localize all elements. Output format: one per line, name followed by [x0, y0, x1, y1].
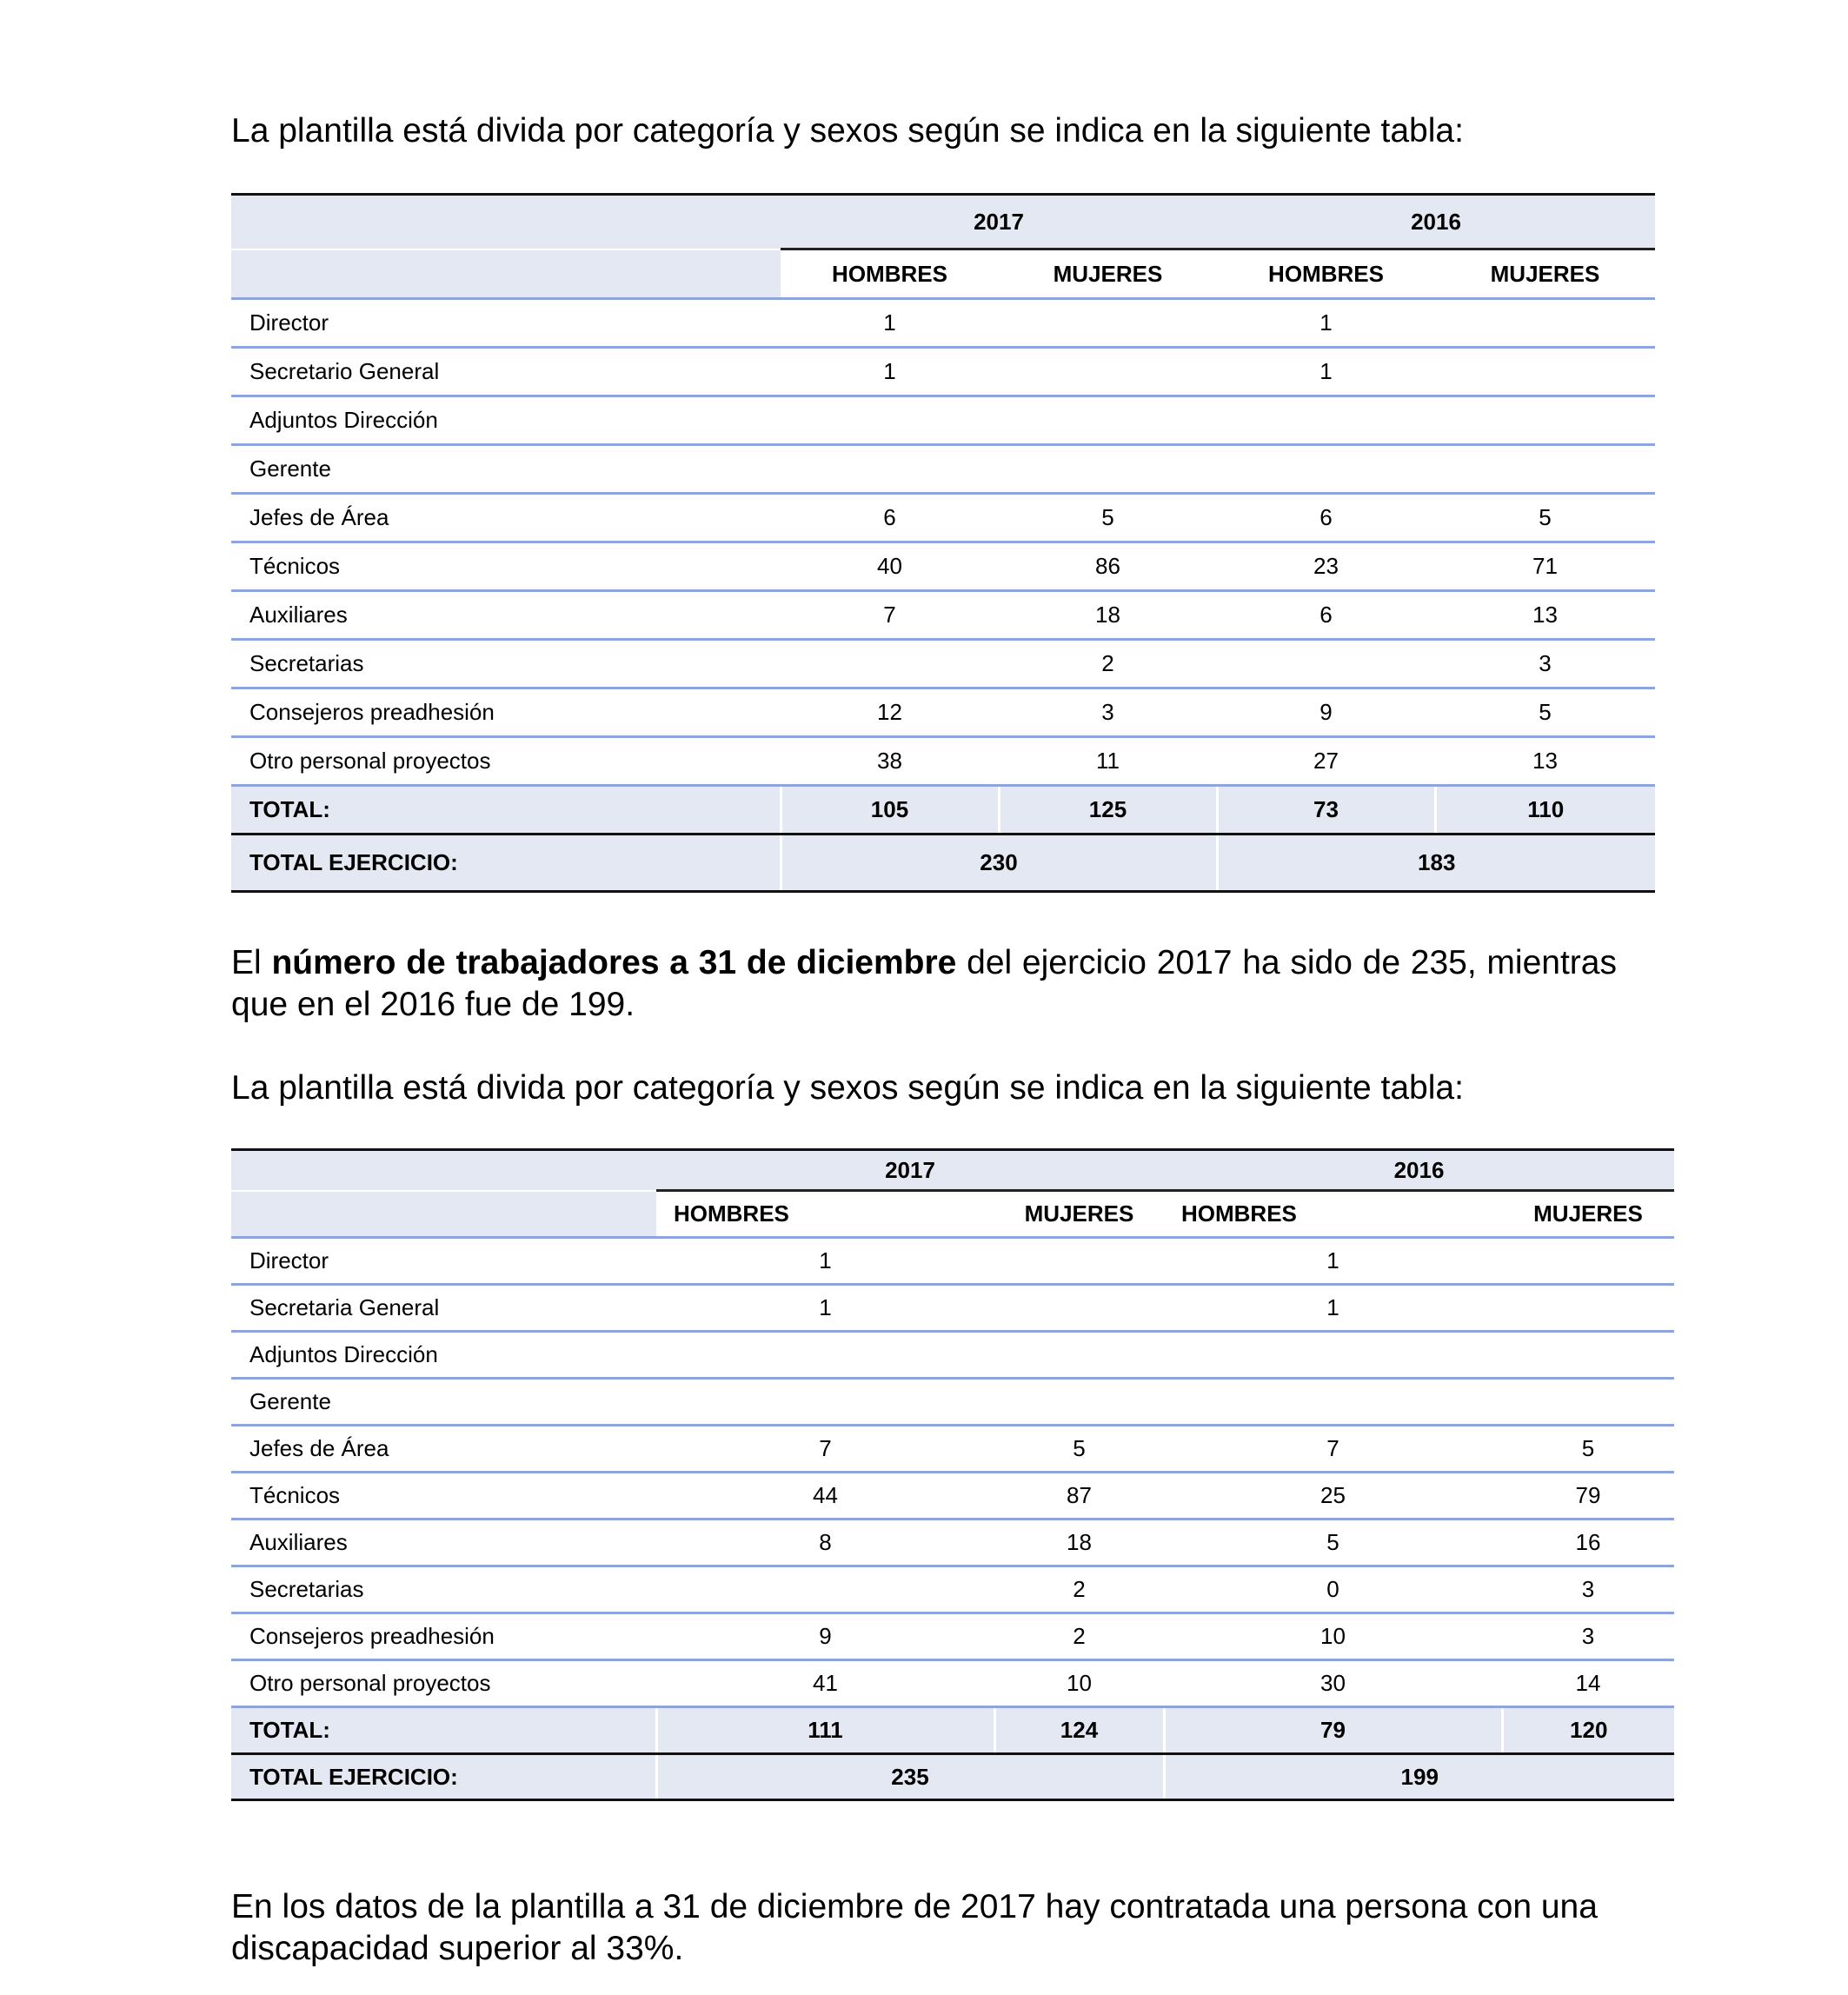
row-label: Jefes de Área — [231, 1426, 656, 1473]
row-value: 11 — [999, 737, 1217, 786]
sex-header: MUJERES — [994, 1191, 1164, 1238]
row-value: 40 — [781, 542, 999, 591]
row-value: 16 — [1502, 1520, 1674, 1566]
row-label: Secretarias — [231, 640, 781, 688]
row-value: 6 — [1217, 494, 1435, 542]
table-row — [231, 1660, 1674, 1707]
total-value: 73 — [1217, 786, 1435, 835]
row-value — [1217, 445, 1435, 494]
table-row — [231, 542, 1655, 591]
sex-header: MUJERES — [999, 249, 1217, 299]
table-row — [231, 1520, 1674, 1566]
row-value: 1 — [656, 1238, 994, 1285]
row-value: 1 — [656, 1285, 994, 1332]
row-value: 3 — [1435, 640, 1655, 688]
row-value — [1217, 640, 1435, 688]
total-ejercicio-value: 199 — [1164, 1754, 1674, 1800]
table-row — [231, 299, 1655, 348]
table-row — [231, 1285, 1674, 1332]
row-value: 7 — [1164, 1426, 1502, 1473]
row-value: 5 — [999, 494, 1217, 542]
row-label: Otro personal proyectos — [231, 737, 781, 786]
workers-text-bold: número de trabajadores a 31 de diciembre — [271, 944, 957, 981]
total-ejercicio-row — [231, 835, 1655, 892]
total-label: TOTAL: — [231, 786, 781, 835]
closing-paragraph: En los datos de la plantilla a 31 de diciembre de 2017 hay contratada una persona con una discapacidad superior al 33%. — [231, 1888, 1598, 1967]
sex-header: HOMBRES — [1217, 249, 1435, 299]
row-value — [999, 396, 1217, 445]
row-label: Otro personal proyectos — [231, 1660, 656, 1707]
total-row — [231, 786, 1655, 835]
header-empty-cell — [231, 1191, 656, 1238]
row-label: Adjuntos Dirección — [231, 396, 781, 445]
row-value: 3 — [1502, 1613, 1674, 1660]
row-value: 2 — [999, 640, 1217, 688]
row-label: Consejeros preadhesión — [231, 1613, 656, 1660]
year-header-2016: 2016 — [1164, 1150, 1674, 1191]
row-value — [656, 1332, 994, 1379]
total-label: TOTAL: — [231, 1707, 656, 1754]
row-value — [781, 396, 999, 445]
row-value: 3 — [999, 688, 1217, 737]
table-row — [231, 1238, 1674, 1285]
row-value — [1502, 1332, 1674, 1379]
table-row — [231, 640, 1655, 688]
row-value: 71 — [1435, 542, 1655, 591]
row-value: 7 — [781, 591, 999, 640]
row-value: 87 — [994, 1473, 1164, 1520]
row-value: 5 — [1435, 688, 1655, 737]
total-value: 105 — [781, 786, 999, 835]
total-value: 79 — [1164, 1707, 1502, 1754]
row-value: 10 — [1164, 1613, 1502, 1660]
row-label: Consejeros preadhesión — [231, 688, 781, 737]
row-value — [1435, 396, 1655, 445]
row-value — [781, 640, 999, 688]
staff-table-second — [231, 1148, 1674, 1801]
row-value: 8 — [656, 1520, 994, 1566]
row-value: 38 — [781, 737, 999, 786]
sex-header: MUJERES — [1435, 249, 1655, 299]
row-value: 30 — [1164, 1660, 1502, 1707]
row-label: Director — [231, 299, 781, 348]
total-value: 120 — [1502, 1707, 1674, 1754]
row-label: Auxiliares — [231, 1520, 656, 1566]
row-label: Secretario General — [231, 348, 781, 396]
intro-paragraph-2: La plantilla está divida por categoría y sexos según se indica en la siguiente tabla: — [231, 1069, 1464, 1107]
row-value — [1502, 1285, 1674, 1332]
row-value — [994, 1285, 1164, 1332]
row-value — [1435, 299, 1655, 348]
row-value: 6 — [781, 494, 999, 542]
row-value: 27 — [1217, 737, 1435, 786]
year-header-2017: 2017 — [656, 1150, 1164, 1191]
table-row — [231, 1379, 1674, 1426]
row-value: 41 — [656, 1660, 994, 1707]
total-value: 110 — [1435, 786, 1655, 835]
row-label: Técnicos — [231, 542, 781, 591]
row-label: Secretarias — [231, 1566, 656, 1613]
row-label: Jefes de Área — [231, 494, 781, 542]
workers-text-pre: El — [231, 944, 262, 981]
header-empty-cell — [231, 195, 781, 249]
table-row — [231, 1613, 1674, 1660]
row-value: 10 — [994, 1660, 1164, 1707]
row-value: 7 — [656, 1426, 994, 1473]
row-value: 18 — [999, 591, 1217, 640]
row-label: Adjuntos Dirección — [231, 1332, 656, 1379]
row-value — [656, 1566, 994, 1613]
row-label: Director — [231, 1238, 656, 1285]
row-value — [1435, 348, 1655, 396]
table-row — [231, 1566, 1674, 1613]
year-header-2016: 2016 — [1217, 195, 1655, 249]
row-value: 2 — [994, 1613, 1164, 1660]
row-value: 86 — [999, 542, 1217, 591]
row-value: 1 — [1217, 299, 1435, 348]
table-row — [231, 688, 1655, 737]
row-value — [999, 299, 1217, 348]
year-header-2017: 2017 — [781, 195, 1217, 249]
total-ejercicio-label: TOTAL EJERCICIO: — [231, 1754, 656, 1800]
total-value: 125 — [999, 786, 1217, 835]
total-ejercicio-value: 183 — [1217, 835, 1655, 892]
row-value: 25 — [1164, 1473, 1502, 1520]
sex-header: MUJERES — [1502, 1191, 1674, 1238]
intro-paragraph: La plantilla está divida por categoría y sexos según se indica en la siguiente tabla: — [231, 112, 1464, 150]
header-empty-cell — [231, 1150, 656, 1191]
row-value — [1217, 396, 1435, 445]
row-value — [781, 445, 999, 494]
total-ejercicio-value: 235 — [656, 1754, 1164, 1800]
row-value — [1164, 1379, 1502, 1426]
table-row — [231, 445, 1655, 494]
row-value: 79 — [1502, 1473, 1674, 1520]
row-value — [1502, 1238, 1674, 1285]
row-value: 5 — [1502, 1426, 1674, 1473]
row-value — [656, 1379, 994, 1426]
table-row — [231, 1332, 1674, 1379]
row-value: 23 — [1217, 542, 1435, 591]
staff-table-first — [231, 193, 1655, 893]
header-empty-cell — [231, 249, 781, 299]
row-value: 3 — [1502, 1566, 1674, 1613]
row-value: 1 — [1217, 348, 1435, 396]
row-value: 6 — [1217, 591, 1435, 640]
row-value — [1164, 1332, 1502, 1379]
row-value: 5 — [1435, 494, 1655, 542]
table-row — [231, 1473, 1674, 1520]
row-value — [994, 1332, 1164, 1379]
row-value: 13 — [1435, 591, 1655, 640]
row-value: 9 — [656, 1613, 994, 1660]
row-value: 9 — [1217, 688, 1435, 737]
row-value — [994, 1238, 1164, 1285]
row-value — [999, 348, 1217, 396]
total-ejercicio-row — [231, 1754, 1674, 1800]
total-row — [231, 1707, 1674, 1754]
row-value: 18 — [994, 1520, 1164, 1566]
row-value — [1435, 445, 1655, 494]
table-row — [231, 494, 1655, 542]
sex-header: HOMBRES — [1164, 1191, 1502, 1238]
sex-header: HOMBRES — [781, 249, 999, 299]
row-value: 14 — [1502, 1660, 1674, 1707]
row-value — [999, 445, 1217, 494]
row-value — [1502, 1379, 1674, 1426]
row-value: 2 — [994, 1566, 1164, 1613]
row-value: 1 — [1164, 1285, 1502, 1332]
total-value: 111 — [656, 1707, 994, 1754]
sex-header: HOMBRES — [656, 1191, 994, 1238]
row-value: 12 — [781, 688, 999, 737]
row-value: 5 — [994, 1426, 1164, 1473]
row-value: 44 — [656, 1473, 994, 1520]
table-row — [231, 737, 1655, 786]
row-value: 1 — [1164, 1238, 1502, 1285]
workers-text-post: del ejercicio 2017 ha sido de 235, mientras que en el 2016 fue de 199. — [231, 944, 1617, 1023]
table-row — [231, 591, 1655, 640]
row-label: Secretaria General — [231, 1285, 656, 1332]
row-value: 1 — [781, 348, 999, 396]
row-value: 13 — [1435, 737, 1655, 786]
total-value: 124 — [994, 1707, 1164, 1754]
row-label: Gerente — [231, 1379, 656, 1426]
row-label: Técnicos — [231, 1473, 656, 1520]
row-value: 1 — [781, 299, 999, 348]
total-ejercicio-value: 230 — [781, 835, 1217, 892]
row-value — [994, 1379, 1164, 1426]
table-row — [231, 396, 1655, 445]
row-value: 5 — [1164, 1520, 1502, 1566]
row-label: Auxiliares — [231, 591, 781, 640]
row-label: Gerente — [231, 445, 781, 494]
row-value: 0 — [1164, 1566, 1502, 1613]
workers-paragraph — [231, 942, 1617, 1026]
table-row — [231, 1426, 1674, 1473]
total-ejercicio-label: TOTAL EJERCICIO: — [231, 835, 781, 892]
table-row — [231, 348, 1655, 396]
